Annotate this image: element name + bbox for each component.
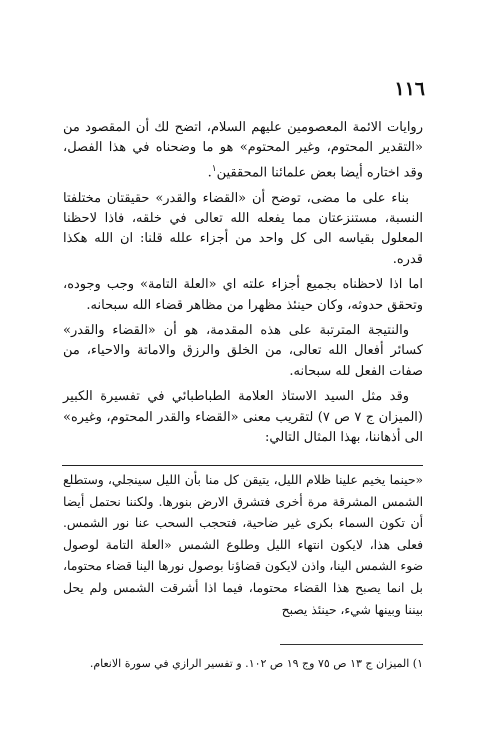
footnote-divider (280, 644, 423, 645)
divider (62, 465, 423, 466)
paragraph: وقد مثل السيد الاستاذ العلامة الطباطبائي في تفسيرة الكبير (الميزان ج ٧ ص ٧) لتقريب معنى «القضاء والقدر المحتوم، وغيره» الى أذهاننا، بهذا المثال التالي: (63, 389, 423, 446)
footnote-ref: ١ (211, 163, 217, 174)
paragraph: والنتيجة المترتبة على هذه المقدمة، هو أن «القضاء والقدر» كسائر أفعال الله تعالى، من الخلق والرزق والاماتة والاحياء، من صفات الفعل لله سبحانه. (63, 322, 423, 379)
footnote: ١) الميزان ج ١٣ ص ٧٥ وج ١٩ ص ١٠٢. و تفسير الرازي في سورة الانعام. (89, 657, 423, 670)
page-number: ١١٦ (394, 78, 425, 100)
paragraph: بناء على ما مضى، توضح أن «القضاء والقدر» حقيقتان مختلفتا النسبة، مستنزعتان مما يفعله الله تعالى في خلقه، فاذا لاحظنا المعلول بقياسه الى كل واحد من أجزاء علله قلنا: ان الله هكذا قدره. (63, 190, 423, 267)
quoted-passage (63, 470, 423, 621)
main-text (63, 118, 423, 453)
paragraph: اما اذا لاحظناه بجميع أجزاء علته اي «العلة التامة» وجب وجوده، وتحقق حدوثه، وكان حينئذ مظهرا من مظاهر قضاء الله سبحانه. (63, 277, 423, 313)
quote-text: «حينما يخيم علينا ظلام الليل، يتيقن كل منا بأن الليل سينجلي، وستطلع الشمس المشرقة مرة أخرى فتشرق الارض بنورها. ولكننا نحتمل أيضا أن تكون السماء بكرى غير ضاحية، فتحجب السحب عنا نور الشمس. فعلى هذا، لايكون انتهاء الليل وطلوع الشمس «العلة التامة لوصول ضوء الشمس الينا، واذن لايكون قضاؤنا بوصول نورها الينا قضاء محتوما، بل انما يصبح هذا القضاء محتوما، فيما اذا أشرقت الشمس ولم يحل بيننا وبينها شيء، حينئذ يصبح (63, 473, 423, 617)
paragraph: روايات الائمة المعصومين عليهم السلام، اتضح لك أن المقصود من «التقدير المحتوم، وغير المحتوم» هو ما وضحناه في هذا الفصل، وقد اختاره أيضا بعض علمائنا المحققين$^١$. (63, 120, 423, 181)
